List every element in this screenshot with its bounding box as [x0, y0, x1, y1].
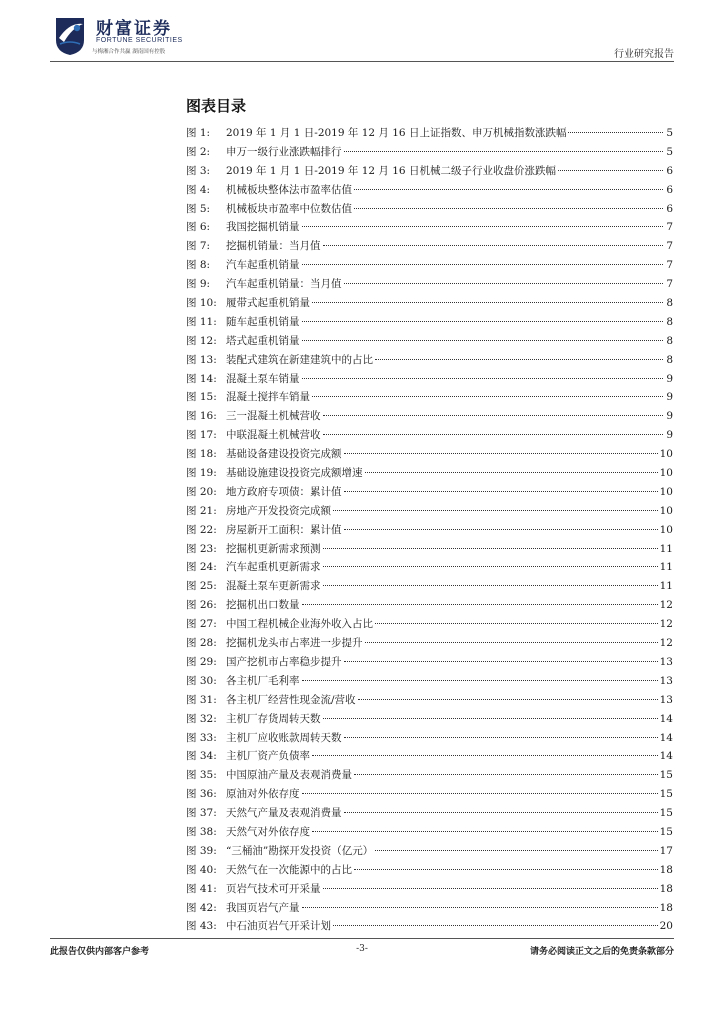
- toc-leader-dots: [558, 170, 663, 171]
- toc-entry-label: 图 18:: [186, 448, 217, 461]
- toc-entry[interactable]: [186, 426, 673, 445]
- toc-entry-label: 图 6:: [186, 221, 211, 234]
- company-logo: [50, 14, 200, 58]
- toc-entry-label: 图 34:: [186, 750, 217, 763]
- toc-entry-page: 6: [666, 202, 673, 215]
- toc-entry-page: 15: [659, 788, 673, 801]
- toc-entry-title: 中国工程机械企业海外收入占比: [226, 618, 373, 631]
- toc-entry[interactable]: [186, 370, 673, 389]
- toc-leader-dots: [323, 566, 658, 567]
- toc-entry-title: 国产挖机市占率稳步提升: [226, 655, 342, 668]
- toc-entry[interactable]: [186, 313, 673, 332]
- toc-leader-dots: [344, 529, 658, 530]
- toc-entry[interactable]: [186, 842, 673, 861]
- toc-entry-page: 18: [659, 863, 673, 876]
- toc-leader-dots: [333, 510, 658, 511]
- toc-leader-dots: [302, 680, 658, 681]
- toc-entry-page: 7: [666, 221, 673, 234]
- toc-entry[interactable]: [186, 124, 673, 143]
- toc-entry-label: 图 9:: [186, 278, 211, 291]
- toc-entry-label: 图 20:: [186, 485, 217, 498]
- toc-entry[interactable]: [186, 502, 673, 521]
- toc-leader-dots: [344, 283, 664, 284]
- logo-slogan: 与梅湘合作共赢 湖南国有控股: [92, 49, 166, 55]
- toc-entry[interactable]: [186, 804, 673, 823]
- toc-entry-title: 各主机厂经营性现金流/营收: [226, 693, 356, 706]
- toc-entry-title: 混凝土泵车更新需求: [226, 580, 321, 593]
- toc-entry-title: 我国挖掘机销量: [226, 221, 300, 234]
- toc-entry-page: 10: [659, 523, 673, 536]
- toc-entry-label: 图 41:: [186, 882, 217, 895]
- toc-leader-dots: [365, 642, 658, 643]
- toc-entry-label: 图 31:: [186, 693, 217, 706]
- toc-entry-label: 图 33:: [186, 731, 217, 744]
- toc-entry-page: 14: [659, 731, 673, 744]
- toc-entry-page: 6: [666, 183, 673, 196]
- toc-entry[interactable]: [186, 388, 673, 407]
- toc-entry-page: 9: [666, 410, 673, 423]
- toc-entry[interactable]: [186, 445, 673, 464]
- toc-entry-label: 图 19:: [186, 467, 217, 480]
- toc-entry[interactable]: [186, 577, 673, 596]
- fortune-logo-icon: [50, 14, 90, 56]
- toc-entry-page: 14: [659, 750, 673, 763]
- toc-entry-label: 图 3:: [186, 164, 211, 177]
- toc-entry-page: 13: [659, 674, 673, 687]
- toc-entry-title: 地方政府专项债：累计值: [226, 485, 342, 498]
- toc-entry-page: 15: [659, 825, 673, 838]
- toc-leader-dots: [375, 850, 657, 851]
- footer-disclaimer-right: 请务必阅读正文之后的免责条款部分: [529, 947, 674, 957]
- toc-entry-page: 20: [659, 920, 673, 933]
- toc-entry-title: 混凝土搅拌车销量: [226, 391, 310, 404]
- toc-entry-page: 8: [666, 334, 673, 347]
- toc-entry-title: “三桶油”勘探开发投资（亿元）: [226, 844, 374, 857]
- toc-leader-dots: [323, 548, 658, 549]
- footer-disclaimer-left: 此报告仅供内部客户参考: [50, 947, 150, 957]
- toc-entry-label: 图 16:: [186, 410, 217, 423]
- toc-leader-dots: [354, 869, 658, 870]
- toc-leader-dots: [312, 302, 663, 303]
- toc-entry-title: 挖掘机出口数量: [226, 599, 300, 612]
- toc-entry-label: 图 4:: [186, 183, 211, 196]
- toc-entry-title: 主机厂存货周转天数: [226, 712, 321, 725]
- toc-entry[interactable]: [186, 899, 673, 918]
- toc-entry-label: 图 35:: [186, 769, 217, 782]
- toc-entry-title: 申万一级行业涨跌幅排行: [226, 145, 342, 158]
- toc-entry-page: 5: [666, 145, 673, 158]
- toc-leader-dots: [375, 623, 658, 624]
- toc-entry-title: 挖掘机更新需求预测: [226, 542, 321, 555]
- toc-leader-dots: [568, 132, 663, 133]
- toc-entry[interactable]: [186, 407, 673, 426]
- toc-leader-dots: [302, 604, 658, 605]
- toc-leader-dots: [323, 888, 658, 889]
- toc-entry-label: 图 7:: [186, 240, 211, 253]
- toc-entry-page: 14: [659, 712, 673, 725]
- toc-list: [186, 124, 673, 936]
- toc-leader-dots: [323, 434, 664, 435]
- toc-entry-page: 6: [666, 164, 673, 177]
- toc-entry-label: 图 29:: [186, 655, 217, 668]
- toc-entry-title: 天然气对外依存度: [226, 825, 310, 838]
- toc-entry-title: 2019 年 1 月 1 日-2019 年 12 月 16 日上证指数、申万机械指数涨跌幅: [226, 127, 567, 139]
- toc-title: 图表目录: [186, 97, 247, 115]
- toc-entry-page: 10: [659, 448, 673, 461]
- toc-leader-dots: [365, 472, 658, 473]
- toc-entry[interactable]: [186, 256, 673, 275]
- toc-leader-dots: [358, 699, 658, 700]
- toc-entry-title: 中联混凝土机械营收: [226, 429, 321, 442]
- logo-name-cn: 财富证券: [96, 19, 172, 39]
- toc-leader-dots: [323, 585, 658, 586]
- toc-leader-dots: [333, 925, 658, 926]
- toc-leader-dots: [312, 396, 663, 397]
- toc-entry-label: 图 15:: [186, 391, 217, 404]
- toc-entry-label: 图 5:: [186, 202, 211, 215]
- toc-entry[interactable]: [186, 917, 673, 936]
- toc-entry[interactable]: [186, 332, 673, 351]
- toc-entry[interactable]: [186, 540, 673, 559]
- document-type: 行业研究报告: [614, 49, 674, 60]
- toc-entry-page: 7: [666, 278, 673, 291]
- toc-entry-label: 图 17:: [186, 429, 217, 442]
- toc-entry-title: 三一混凝土机械营收: [226, 410, 321, 423]
- toc-entry-page: 8: [666, 315, 673, 328]
- toc-entry-label: 图 37:: [186, 807, 217, 820]
- toc-entry-label: 图 14:: [186, 372, 217, 385]
- toc-entry-page: 9: [666, 429, 673, 442]
- toc-leader-dots: [312, 831, 658, 832]
- toc-entry-title: 主机厂资产负债率: [226, 750, 310, 763]
- toc-entry[interactable]: [186, 200, 673, 219]
- toc-entry-page: 8: [666, 297, 673, 310]
- toc-entry-label: 图 11:: [186, 315, 217, 328]
- toc-entry[interactable]: [186, 672, 673, 691]
- toc-entry-title: 原油对外依存度: [226, 788, 300, 801]
- logo-name-en: FORTUNE SECURITIES: [96, 37, 183, 44]
- toc-entry-label: 图 1:: [186, 127, 211, 139]
- toc-entry-title: 基础设施建设投资完成额增速: [226, 467, 363, 480]
- toc-leader-dots: [344, 491, 658, 492]
- toc-leader-dots: [302, 340, 664, 341]
- toc-entry-title: 机械板块整体法市盈率估值: [226, 183, 352, 196]
- toc-entry-page: 9: [666, 391, 673, 404]
- toc-entry-label: 图 42:: [186, 901, 217, 914]
- toc-entry-title: 天然气产量及表观消费量: [226, 807, 342, 820]
- toc-entry-label: 图 24:: [186, 561, 217, 574]
- toc-entry-title: 中国原油产量及表观消费量: [226, 769, 352, 782]
- toc-entry-title: 挖掘机销量：当月值: [226, 240, 321, 253]
- toc-entry-title: 我国页岩气产量: [226, 901, 300, 914]
- toc-leader-dots: [302, 264, 664, 265]
- toc-entry-page: 12: [659, 599, 673, 612]
- toc-entry[interactable]: [186, 558, 673, 577]
- page-header: [0, 0, 724, 70]
- toc-leader-dots: [302, 378, 664, 379]
- toc-entry-page: 11: [659, 542, 673, 555]
- toc-entry[interactable]: [186, 294, 673, 313]
- toc-entry-page: 11: [659, 580, 673, 593]
- toc-leader-dots: [302, 321, 664, 322]
- page-number: -3-: [356, 944, 368, 954]
- toc-entry[interactable]: [186, 747, 673, 766]
- toc-entry[interactable]: [186, 351, 673, 370]
- toc-entry[interactable]: [186, 766, 673, 785]
- toc-entry[interactable]: [186, 653, 673, 672]
- toc-entry[interactable]: [186, 181, 673, 200]
- footer-divider: [50, 938, 674, 939]
- toc-entry-label: 图 43:: [186, 920, 217, 933]
- toc-entry[interactable]: [186, 634, 673, 653]
- toc-entry[interactable]: [186, 861, 673, 880]
- toc-entry-page: 15: [659, 769, 673, 782]
- toc-entry[interactable]: [186, 237, 673, 256]
- toc-entry-label: 图 39:: [186, 844, 217, 857]
- toc-entry-title: 机械板块市盈率中位数估值: [226, 202, 352, 215]
- toc-leader-dots: [354, 189, 663, 190]
- toc-leader-dots: [302, 907, 658, 908]
- toc-entry-label: 图 38:: [186, 825, 217, 838]
- toc-entry-page: 7: [666, 240, 673, 253]
- toc-entry-label: 图 27:: [186, 618, 217, 631]
- toc-entry-label: 图 8:: [186, 259, 211, 272]
- toc-entry-label: 图 13:: [186, 353, 217, 366]
- toc-entry-label: 图 32:: [186, 712, 217, 725]
- toc-entry-title: 汽车起重机销量: [226, 259, 300, 272]
- toc-entry[interactable]: [186, 162, 673, 181]
- toc-entry-title: 汽车起重机销量：当月值: [226, 278, 342, 291]
- toc-entry-label: 图 28:: [186, 637, 217, 650]
- toc-entry-page: 13: [659, 655, 673, 668]
- toc-entry-title: 天然气在一次能源中的占比: [226, 863, 352, 876]
- toc-entry-title: 挖掘机龙头市占率进一步提升: [226, 637, 363, 650]
- toc-leader-dots: [354, 208, 663, 209]
- toc-entry-title: 装配式建筑在新建建筑中的占比: [226, 353, 373, 366]
- toc-entry-title: 履带式起重机销量: [226, 297, 310, 310]
- toc-entry-page: 10: [659, 485, 673, 498]
- toc-entry-title: 随车起重机销量: [226, 315, 300, 328]
- toc-entry-title: 基础设备建设投资完成额: [226, 448, 342, 461]
- toc-leader-dots: [344, 151, 664, 152]
- toc-entry[interactable]: [186, 615, 673, 634]
- toc-entry-label: 图 36:: [186, 788, 217, 801]
- toc-leader-dots: [344, 661, 658, 662]
- toc-leader-dots: [323, 245, 664, 246]
- toc-entry-title: 塔式起重机销量: [226, 334, 300, 347]
- toc-entry-page: 7: [666, 259, 673, 272]
- toc-entry[interactable]: [186, 464, 673, 483]
- toc-leader-dots: [323, 415, 664, 416]
- toc-entry[interactable]: [186, 483, 673, 502]
- toc-entry[interactable]: [186, 218, 673, 237]
- toc-leader-dots: [344, 812, 658, 813]
- toc-entry-title: 中石油页岩气开采计划: [226, 920, 331, 933]
- toc-entry-page: 10: [659, 504, 673, 517]
- toc-leader-dots: [312, 755, 658, 756]
- toc-entry-page: 18: [659, 901, 673, 914]
- toc-entry-page: 8: [666, 353, 673, 366]
- toc-entry-label: 图 26:: [186, 599, 217, 612]
- toc-entry[interactable]: [186, 596, 673, 615]
- toc-entry[interactable]: [186, 275, 673, 294]
- toc-entry-title: 页岩气技术可开采量: [226, 882, 321, 895]
- toc-entry[interactable]: [186, 729, 673, 748]
- toc-entry[interactable]: [186, 521, 673, 540]
- toc-entry-page: 12: [659, 637, 673, 650]
- toc-leader-dots: [302, 226, 664, 227]
- toc-leader-dots: [354, 774, 658, 775]
- header-divider: [50, 61, 674, 62]
- toc-entry-page: 10: [659, 467, 673, 480]
- toc-entry-page: 15: [659, 807, 673, 820]
- toc-entry-title: 混凝土泵车销量: [226, 372, 300, 385]
- toc-entry-page: 9: [666, 372, 673, 385]
- toc-entry-page: 18: [659, 882, 673, 895]
- toc-entry-title: 主机厂应收账款周转天数: [226, 731, 342, 744]
- toc-entry-page: 11: [659, 561, 673, 574]
- toc-entry[interactable]: [186, 880, 673, 899]
- toc-entry-label: 图 40:: [186, 863, 217, 876]
- toc-entry-title: 房地产开发投资完成额: [226, 504, 331, 517]
- toc-entry-label: 图 22:: [186, 523, 217, 536]
- toc-entry-page: 13: [659, 693, 673, 706]
- toc-leader-dots: [344, 737, 658, 738]
- toc-entry-label: 图 2:: [186, 145, 211, 158]
- toc-entry[interactable]: [186, 710, 673, 729]
- toc-entry-title: 房屋新开工面积：累计值: [226, 523, 342, 536]
- toc-entry-label: 图 12:: [186, 334, 217, 347]
- toc-entry-label: 图 23:: [186, 542, 217, 555]
- toc-entry-title: 2019 年 1 月 1 日-2019 年 12 月 16 日机械二级子行业收盘价涨跌幅: [226, 164, 556, 177]
- toc-entry-label: 图 25:: [186, 580, 217, 593]
- toc-leader-dots: [375, 359, 663, 360]
- toc-entry-title: 汽车起重机更新需求: [226, 561, 321, 574]
- toc-entry-label: 图 10:: [186, 297, 217, 310]
- toc-leader-dots: [302, 793, 658, 794]
- toc-entry[interactable]: [186, 691, 673, 710]
- toc-entry-page: 5: [666, 127, 673, 139]
- toc-leader-dots: [323, 718, 658, 719]
- toc-entry-page: 12: [659, 618, 673, 631]
- toc-entry-label: 图 21:: [186, 504, 217, 517]
- toc-entry[interactable]: [186, 785, 673, 804]
- toc-entry[interactable]: [186, 143, 673, 162]
- toc-entry-page: 17: [659, 844, 673, 857]
- toc-leader-dots: [344, 453, 658, 454]
- toc-entry-title: 各主机厂毛利率: [226, 674, 300, 687]
- toc-entry[interactable]: [186, 823, 673, 842]
- toc-entry-label: 图 30:: [186, 674, 217, 687]
